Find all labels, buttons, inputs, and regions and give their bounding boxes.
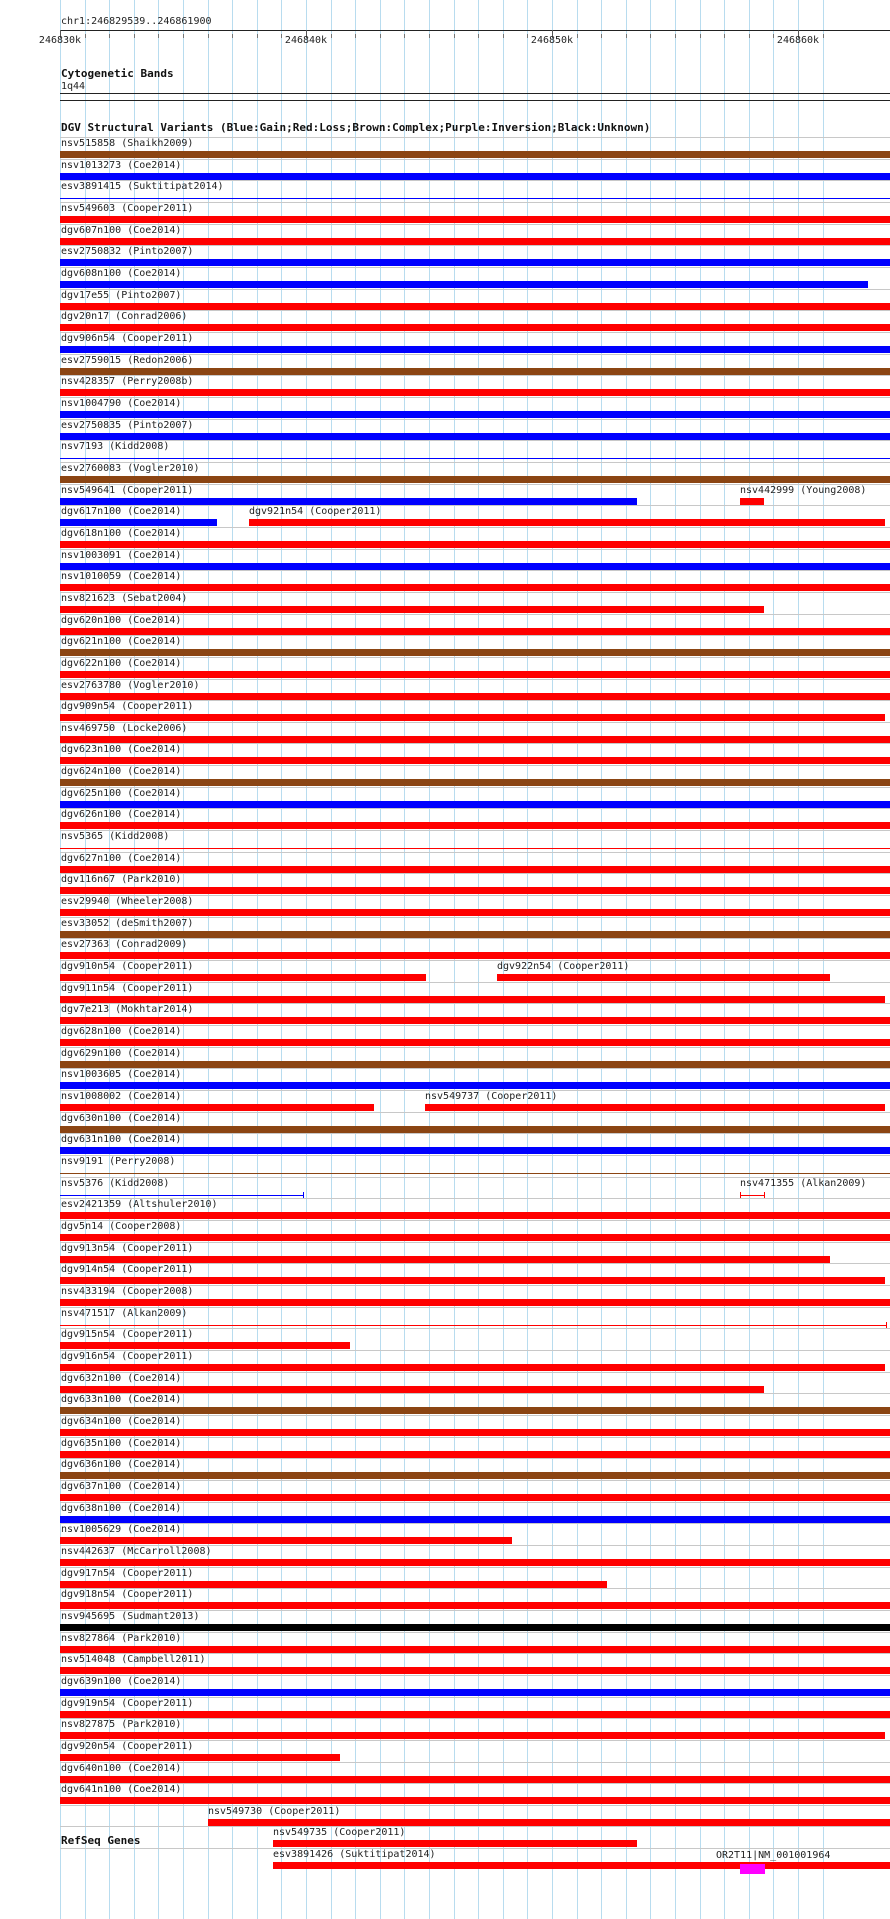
row-divider	[60, 1155, 890, 1156]
variant-bar-dgv623n100[interactable]	[60, 757, 890, 764]
variant-label-nsv471355[interactable]: nsv471355 (Alkan2009)	[740, 1178, 867, 1189]
variant-bar-nsv7193[interactable]	[60, 458, 890, 459]
variant-bar-nsv9191[interactable]	[60, 1173, 890, 1174]
row-divider	[60, 1437, 890, 1438]
variant-label-esv3891426[interactable]: esv3891426 (Suktitipat2014)	[273, 1849, 436, 1860]
variant-label-nsv827864[interactable]: nsv827864 (Park2010)	[61, 1633, 182, 1644]
variant-bar-nsv428357[interactable]	[60, 389, 890, 396]
ruler-tick	[675, 34, 676, 38]
variant-label-dgv635n100[interactable]: dgv635n100 (Coe2014)	[61, 1438, 182, 1449]
cytoband-track-title: Cytogenetic Bands	[61, 67, 174, 80]
variant-label-dgv641n100[interactable]: dgv641n100 (Coe2014)	[61, 1784, 182, 1795]
variant-label-dgv624n100[interactable]: dgv624n100 (Coe2014)	[61, 766, 182, 777]
row-divider	[60, 1848, 890, 1849]
variant-bar-dgv5n14[interactable]	[60, 1234, 890, 1241]
variant-bar-dgv919n54[interactable]	[60, 1711, 890, 1718]
variant-bar-dgv632n100[interactable]	[60, 1386, 764, 1393]
variant-label-dgv116n67[interactable]: dgv116n67 (Park2010)	[61, 874, 182, 885]
variant-label-nsv549641[interactable]: nsv549641 (Cooper2011)	[61, 485, 194, 496]
variant-bar-dgv618n100[interactable]	[60, 541, 890, 548]
variant-label-dgv622n100[interactable]: dgv622n100 (Coe2014)	[61, 658, 182, 669]
variant-bar-nsv515858[interactable]	[60, 151, 890, 158]
variant-bar-dgv916n54[interactable]	[60, 1364, 885, 1371]
variant-bar-esv2421359[interactable]	[60, 1212, 890, 1219]
ruler-tick	[601, 34, 602, 38]
variant-label-dgv918n54[interactable]: dgv918n54 (Cooper2011)	[61, 1589, 194, 1600]
variant-label-nsv442999[interactable]: nsv442999 (Young2008)	[740, 485, 867, 496]
variant-bar-dgv641n100[interactable]	[60, 1797, 890, 1804]
row-divider	[60, 1025, 890, 1026]
variant-label-dgv636n100[interactable]: dgv636n100 (Coe2014)	[61, 1459, 182, 1470]
variant-label-dgv639n100[interactable]: dgv639n100 (Coe2014)	[61, 1676, 182, 1687]
ruler-tick	[503, 34, 504, 38]
row-divider	[60, 527, 890, 528]
variant-bar-esv2750832[interactable]	[60, 259, 890, 266]
row-divider	[60, 787, 890, 788]
ruler-tick	[134, 34, 135, 38]
variant-label-nsv9191[interactable]: nsv9191 (Perry2008)	[61, 1156, 176, 1167]
variant-label-nsv7193[interactable]: nsv7193 (Kidd2008)	[61, 441, 170, 452]
variant-bar-dgv7e213[interactable]	[60, 1017, 890, 1024]
variant-bar-nsv821623[interactable]	[60, 606, 764, 613]
variant-label-dgv922n54[interactable]: dgv922n54 (Cooper2011)	[497, 961, 630, 972]
variant-bar-dgv911n54[interactable]	[60, 996, 885, 1003]
variant-bar-nsv549730[interactable]	[208, 1819, 890, 1826]
variant-bar-nsv442637[interactable]	[60, 1559, 890, 1566]
tick-label: 246860k	[776, 35, 820, 46]
variant-label-dgv920n54[interactable]: dgv920n54 (Cooper2011)	[61, 1741, 194, 1752]
ruler-tick	[404, 34, 405, 38]
ruler-tick	[158, 34, 159, 38]
variant-label-esv2421359[interactable]: esv2421359 (Altshuler2010)	[61, 1199, 218, 1210]
variant-label-nsv549603[interactable]: nsv549603 (Cooper2011)	[61, 203, 194, 214]
row-divider	[60, 505, 890, 506]
variant-bar-dgv628n100[interactable]	[60, 1039, 890, 1046]
row-divider	[60, 1523, 890, 1524]
variant-bar-dgv914n54[interactable]	[60, 1277, 885, 1284]
variant-bar-dgv617n100[interactable]	[60, 519, 217, 526]
variant-bar-dgv633n100[interactable]	[60, 1407, 890, 1414]
gene-feature[interactable]	[740, 1864, 765, 1874]
variant-bar-dgv915n54[interactable]	[60, 1342, 350, 1349]
variant-label-nsv821623[interactable]: nsv821623 (Sebat2004)	[61, 593, 188, 604]
row-divider	[60, 1458, 890, 1459]
ruler-tick	[429, 34, 430, 38]
variant-label-esv2759015[interactable]: esv2759015 (Redon2006)	[61, 355, 194, 366]
ruler-tick	[331, 34, 332, 38]
row-divider	[60, 397, 890, 398]
ruler-tick	[650, 34, 651, 38]
ruler-tick	[281, 34, 282, 38]
tick-label: 246830k	[38, 35, 82, 46]
row-divider	[60, 1112, 890, 1113]
ruler-tick	[257, 34, 258, 38]
variant-label-dgv921n54[interactable]: dgv921n54 (Cooper2011)	[249, 506, 382, 517]
variant-label-dgv916n54[interactable]: dgv916n54 (Cooper2011)	[61, 1351, 194, 1362]
variant-label-dgv628n100[interactable]: dgv628n100 (Coe2014)	[61, 1026, 182, 1037]
variant-label-nsv5365[interactable]: nsv5365 (Kidd2008)	[61, 831, 170, 842]
variant-bar-dgv620n100[interactable]	[60, 628, 890, 635]
variant-bar-dgv637n100[interactable]	[60, 1494, 890, 1501]
row-divider	[60, 765, 890, 766]
variant-bar-nsv469750[interactable]	[60, 736, 890, 743]
variant-bar-dgv625n100[interactable]	[60, 801, 890, 808]
row-divider	[60, 614, 890, 615]
row-divider	[60, 873, 890, 874]
variant-bar-dgv910n54[interactable]	[60, 974, 426, 981]
variant-label-esv2763780[interactable]: esv2763780 (Vogler2010)	[61, 680, 200, 691]
variant-bar-dgv636n100[interactable]	[60, 1472, 890, 1479]
row-divider	[60, 743, 890, 744]
variant-bar-dgv918n54[interactable]	[60, 1602, 890, 1609]
variant-bar-nsv514048[interactable]	[60, 1667, 890, 1674]
ruler-tick	[749, 34, 750, 38]
row-divider	[60, 1220, 890, 1221]
cytoband-divider	[60, 93, 890, 94]
variant-bar-dgv631n100[interactable]	[60, 1147, 890, 1154]
variant-bar-nsv433194[interactable]	[60, 1299, 890, 1306]
variant-label-dgv17e55[interactable]: dgv17e55 (Pinto2007)	[61, 290, 182, 301]
row-divider	[60, 1047, 890, 1048]
variant-label-dgv618n100[interactable]: dgv618n100 (Coe2014)	[61, 528, 182, 539]
variant-bar-esv2760083[interactable]	[60, 476, 890, 483]
variant-label-dgv632n100[interactable]: dgv632n100 (Coe2014)	[61, 1373, 182, 1384]
variant-bar-esv2759015[interactable]	[60, 368, 890, 375]
row-divider	[60, 1762, 890, 1763]
ruler-tick	[208, 34, 209, 38]
refseq-track-title: RefSeq Genes	[61, 1834, 141, 1847]
variant-bar-dgv634n100[interactable]	[60, 1429, 890, 1436]
variant-label-nsv515858[interactable]: nsv515858 (Shaikh2009)	[61, 138, 194, 149]
variant-bar-nsv1003605[interactable]	[60, 1082, 890, 1089]
variant-bar-nsv827875[interactable]	[60, 1732, 885, 1739]
row-divider	[60, 657, 890, 658]
row-divider	[60, 549, 890, 550]
variant-label-nsv469750[interactable]: nsv469750 (Locke2006)	[61, 723, 188, 734]
variant-label-esv3891415[interactable]: esv3891415 (Suktitipat2014)	[61, 181, 224, 192]
ruler-tick	[773, 34, 774, 38]
variant-label-dgv913n54[interactable]: dgv913n54 (Cooper2011)	[61, 1243, 194, 1254]
variant-label-nsv1013273[interactable]: nsv1013273 (Coe2014)	[61, 160, 182, 171]
variant-label-dgv638n100[interactable]: dgv638n100 (Coe2014)	[61, 1503, 182, 1514]
variant-bar-esv29940[interactable]	[60, 909, 890, 916]
variant-label-esv2750832[interactable]: esv2750832 (Pinto2007)	[61, 246, 194, 257]
row-divider	[60, 808, 890, 809]
ruler-tick	[527, 34, 528, 38]
ruler-tick	[823, 34, 824, 38]
variant-label-nsv514048[interactable]: nsv514048 (Campbell2011)	[61, 1654, 206, 1665]
variant-bar-dgv622n100[interactable]	[60, 671, 890, 678]
variant-bar-dgv20n17[interactable]	[60, 324, 890, 331]
variant-label-nsv471517[interactable]: nsv471517 (Alkan2009)	[61, 1308, 188, 1319]
variant-label-dgv5n14[interactable]: dgv5n14 (Cooper2008)	[61, 1221, 182, 1232]
variant-label-dgv608n100[interactable]: dgv608n100 (Coe2014)	[61, 268, 182, 279]
variant-bar-nsv549641[interactable]	[60, 498, 637, 505]
variant-label-esv33052[interactable]: esv33052 (deSmith2007)	[61, 918, 194, 929]
row-divider	[60, 1783, 890, 1784]
row-divider	[60, 1133, 890, 1134]
variant-bar-dgv913n54[interactable]	[60, 1256, 830, 1263]
row-divider	[60, 1805, 890, 1806]
variant-bar-esv2750835[interactable]	[60, 433, 890, 440]
variant-bar-nsv5365[interactable]	[60, 848, 890, 849]
variant-bar-dgv116n67[interactable]	[60, 887, 890, 894]
ruler-tick	[355, 34, 356, 38]
variant-bar-esv27363[interactable]	[60, 952, 890, 959]
variant-bar-esv2763780[interactable]	[60, 693, 890, 700]
variant-label-dgv909n54[interactable]: dgv909n54 (Cooper2011)	[61, 701, 194, 712]
variant-label-nsv1005629[interactable]: nsv1005629 (Coe2014)	[61, 1524, 182, 1535]
variant-label-nsv1004790[interactable]: nsv1004790 (Coe2014)	[61, 398, 182, 409]
row-divider	[60, 635, 890, 636]
variant-label-nsv5376[interactable]: nsv5376 (Kidd2008)	[61, 1178, 170, 1189]
ruler-tick	[577, 34, 578, 38]
row-divider	[60, 1632, 890, 1633]
variant-bar-dgv629n100[interactable]	[60, 1061, 890, 1068]
variant-bar-dgv17e55[interactable]	[60, 303, 890, 310]
variant-bar-nsv549603[interactable]	[60, 216, 890, 223]
dgv-track-title: DGV Structural Variants (Blue:Gain;Red:Loss;Brown:Complex;Purple:Inversion;Black:Unknown)	[61, 121, 651, 134]
variant-label-dgv630n100[interactable]: dgv630n100 (Coe2014)	[61, 1113, 182, 1124]
variant-bar-dgv921n54[interactable]	[249, 519, 885, 526]
variant-label-dgv607n100[interactable]: dgv607n100 (Coe2014)	[61, 225, 182, 236]
variant-label-nsv442637[interactable]: nsv442637 (McCarroll2008)	[61, 1546, 212, 1557]
variant-label-nsv1003091[interactable]: nsv1003091 (Coe2014)	[61, 550, 182, 561]
variant-bar-nsv1008002[interactable]	[60, 1104, 374, 1111]
variant-label-dgv910n54[interactable]: dgv910n54 (Cooper2011)	[61, 961, 194, 972]
variant-label-dgv7e213[interactable]: dgv7e213 (Mokhtar2014)	[61, 1004, 194, 1015]
row-divider	[60, 289, 890, 290]
variant-bar-esv3891426[interactable]	[273, 1862, 890, 1869]
variant-bar-dgv909n54[interactable]	[60, 714, 885, 721]
variant-label-dgv633n100[interactable]: dgv633n100 (Coe2014)	[61, 1394, 182, 1405]
variant-bar-nsv442999[interactable]	[740, 498, 764, 505]
variant-label-dgv626n100[interactable]: dgv626n100 (Coe2014)	[61, 809, 182, 820]
variant-label-dgv629n100[interactable]: dgv629n100 (Coe2014)	[61, 1048, 182, 1059]
ruler-tick	[109, 34, 110, 38]
variant-bar-dgv640n100[interactable]	[60, 1776, 890, 1783]
ruler-tick	[724, 34, 725, 38]
variant-label-dgv915n54[interactable]: dgv915n54 (Cooper2011)	[61, 1329, 194, 1340]
variant-bar-esv33052[interactable]	[60, 931, 890, 938]
row-divider	[60, 1826, 890, 1827]
variant-bar-dgv639n100[interactable]	[60, 1689, 890, 1696]
row-divider	[60, 440, 890, 441]
row-divider	[60, 1393, 890, 1394]
variant-label-esv27363[interactable]: esv27363 (Conrad2009)	[61, 939, 188, 950]
variant-bar-esv3891415[interactable]	[60, 198, 890, 199]
variant-label-nsv1010059[interactable]: nsv1010059 (Coe2014)	[61, 571, 182, 582]
variant-label-dgv640n100[interactable]: dgv640n100 (Coe2014)	[61, 1763, 182, 1774]
variant-label-nsv549730[interactable]: nsv549730 (Cooper2011)	[208, 1806, 341, 1817]
variant-label-dgv637n100[interactable]: dgv637n100 (Coe2014)	[61, 1481, 182, 1492]
variant-bar-dgv621n100[interactable]	[60, 649, 890, 656]
variant-label-nsv433194[interactable]: nsv433194 (Cooper2008)	[61, 1286, 194, 1297]
row-divider	[60, 570, 890, 571]
variant-label-dgv914n54[interactable]: dgv914n54 (Cooper2011)	[61, 1264, 194, 1275]
row-divider	[60, 1502, 890, 1503]
variant-label-dgv919n54[interactable]: dgv919n54 (Cooper2011)	[61, 1698, 194, 1709]
cytoband-label: 1q44	[61, 81, 86, 92]
variant-bar-nsv549737[interactable]	[425, 1104, 885, 1111]
variant-label-dgv625n100[interactable]: dgv625n100 (Coe2014)	[61, 788, 182, 799]
variant-bar-nsv827864[interactable]	[60, 1646, 890, 1653]
ruler-tick	[454, 34, 455, 38]
variant-bar-nsv1005629[interactable]	[60, 1537, 512, 1544]
variant-bar-dgv917n54[interactable]	[60, 1581, 607, 1588]
variant-bar-nsv1010059[interactable]	[60, 584, 890, 591]
variant-label-dgv631n100[interactable]: dgv631n100 (Coe2014)	[61, 1134, 182, 1145]
variant-label-dgv906n54[interactable]: dgv906n54 (Cooper2011)	[61, 333, 194, 344]
variant-label-dgv917n54[interactable]: dgv917n54 (Cooper2011)	[61, 1568, 194, 1579]
variant-bar-nsv1003091[interactable]	[60, 563, 890, 570]
variant-label-esv29940[interactable]: esv29940 (Wheeler2008)	[61, 896, 194, 907]
variant-bar-nsv1013273[interactable]	[60, 173, 890, 180]
variant-label-dgv617n100[interactable]: dgv617n100 (Coe2014)	[61, 506, 182, 517]
row-divider	[60, 830, 890, 831]
variant-bar-dgv635n100[interactable]	[60, 1451, 890, 1458]
variant-label-esv2750835[interactable]: esv2750835 (Pinto2007)	[61, 420, 194, 431]
tick-label: 246850k	[530, 35, 574, 46]
row-divider	[60, 267, 890, 268]
variant-bar-nsv549735[interactable]	[273, 1840, 637, 1847]
row-divider	[60, 1675, 890, 1676]
variant-label-dgv627n100[interactable]: dgv627n100 (Coe2014)	[61, 853, 182, 864]
variant-label-nsv1008002[interactable]: nsv1008002 (Coe2014)	[61, 1091, 182, 1102]
variant-bar-dgv626n100[interactable]	[60, 822, 890, 829]
variant-bar-dgv920n54[interactable]	[60, 1754, 340, 1761]
variant-bar-dgv624n100[interactable]	[60, 779, 890, 786]
row-divider	[60, 1372, 890, 1373]
variant-bar-dgv607n100[interactable]	[60, 238, 890, 245]
variant-label-nsv549737[interactable]: nsv549737 (Cooper2011)	[425, 1091, 558, 1102]
ruler-line	[60, 30, 890, 31]
variant-bar-dgv922n54[interactable]	[497, 974, 830, 981]
ruler-tick	[380, 34, 381, 38]
variant-bar-nsv945695[interactable]	[60, 1624, 890, 1631]
cytoband-divider-lower	[60, 100, 890, 101]
row-divider	[60, 224, 890, 225]
ruler-tick	[232, 34, 233, 38]
row-divider	[60, 1480, 890, 1481]
variant-bar-dgv627n100[interactable]	[60, 866, 890, 873]
row-divider	[60, 159, 890, 160]
ruler-tick	[85, 34, 86, 38]
row-divider	[60, 1415, 890, 1416]
variant-label-dgv621n100[interactable]: dgv621n100 (Coe2014)	[61, 636, 182, 647]
ruler-tick	[478, 34, 479, 38]
variant-label-nsv1003605[interactable]: nsv1003605 (Coe2014)	[61, 1069, 182, 1080]
variant-label-nsv827875[interactable]: nsv827875 (Park2010)	[61, 1719, 182, 1730]
variant-bar-dgv638n100[interactable]	[60, 1516, 890, 1523]
variant-bar-dgv630n100[interactable]	[60, 1126, 890, 1133]
row-divider	[60, 852, 890, 853]
variant-label-dgv911n54[interactable]: dgv911n54 (Cooper2011)	[61, 983, 194, 994]
variant-label-dgv20n17[interactable]: dgv20n17 (Conrad2006)	[61, 311, 188, 322]
variant-label-nsv549735[interactable]: nsv549735 (Cooper2011)	[273, 1827, 406, 1838]
variant-label-esv2760083[interactable]: esv2760083 (Vogler2010)	[61, 463, 200, 474]
row-divider	[60, 1718, 890, 1719]
ruler-tick	[700, 34, 701, 38]
variant-bar-nsv1004790[interactable]	[60, 411, 890, 418]
tick-label: 246840k	[284, 35, 328, 46]
ruler-tick	[183, 34, 184, 38]
gene-label[interactable]: OR2T11|NM_001001964	[716, 1850, 831, 1861]
variant-label-dgv634n100[interactable]: dgv634n100 (Coe2014)	[61, 1416, 182, 1427]
variant-bar-nsv5376[interactable]	[60, 1195, 304, 1196]
variant-label-dgv623n100[interactable]: dgv623n100 (Coe2014)	[61, 744, 182, 755]
variant-bar-dgv906n54[interactable]	[60, 346, 890, 353]
variant-label-nsv428357[interactable]: nsv428357 (Perry2008b)	[61, 376, 194, 387]
variant-label-dgv620n100[interactable]: dgv620n100 (Coe2014)	[61, 615, 182, 626]
variant-bar-dgv608n100[interactable]	[60, 281, 868, 288]
variant-label-nsv945695[interactable]: nsv945695 (Sudmant2013)	[61, 1611, 200, 1622]
ruler-tick	[626, 34, 627, 38]
variant-bar-nsv471517[interactable]	[60, 1325, 887, 1326]
row-divider	[60, 1068, 890, 1069]
variant-bar-nsv471355[interactable]	[740, 1195, 765, 1196]
locus-label: chr1:246829539..246861900	[61, 16, 212, 27]
